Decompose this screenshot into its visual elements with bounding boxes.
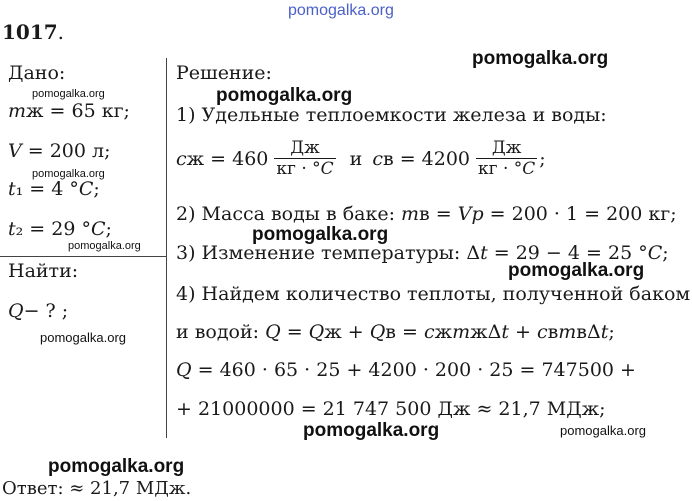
given-mass-iron: 𝑚ж = 65 кг; bbox=[8, 100, 130, 122]
solution-step-2: 2) Масса воды в баке: 𝑚в = 𝑉𝑝 = 200 · 1 = 200 кг; bbox=[176, 203, 677, 225]
given-t1: 𝑡₁ = 4 °𝐶; bbox=[8, 178, 100, 200]
watermark-top: pomogalka.org bbox=[288, 2, 394, 19]
c-water-unit-den: кг · °𝐶 bbox=[478, 159, 536, 179]
specific-heat-line bbox=[176, 138, 546, 179]
watermark-bottom-mid: pomogalka.org bbox=[303, 420, 440, 441]
watermark-bottom-left: pomogalka.org bbox=[48, 456, 185, 477]
watermark-given-2: pomogalka.org bbox=[32, 168, 105, 180]
watermark-solution-1: pomogalka.org bbox=[216, 85, 353, 106]
problem-number-line bbox=[2, 20, 64, 44]
solution-calc-1: 𝑄 = 460 · 65 · 25 + 4200 · 200 · 25 = 747500 + bbox=[176, 359, 636, 381]
solution-step-1: 1) Удельные теплоемкости железа и воды: bbox=[176, 104, 607, 126]
given-find-divider bbox=[0, 256, 166, 257]
solution-step-4b: и водой: 𝑄 = 𝑄ж + 𝑄в = 𝑐ж𝑚жΔ𝑡 + 𝑐в𝑚вΔ𝑡; bbox=[176, 321, 615, 343]
problem-number-dot: . bbox=[57, 20, 65, 44]
given-volume: 𝑉 = 200 л; bbox=[8, 140, 111, 162]
solution-step-4a: 4) Найдем количество теплоты, полученной баком bbox=[176, 283, 691, 305]
watermark-bottom-right: pomogalka.org bbox=[560, 423, 646, 438]
vertical-divider bbox=[166, 58, 167, 438]
c-iron-unit-den: кг · °𝐶 bbox=[276, 159, 334, 179]
watermark-given-1: pomogalka.org bbox=[32, 88, 105, 100]
watermark-right-header: pomogalka.org bbox=[472, 48, 609, 69]
c-water-value: 𝑐в = 4200 bbox=[372, 147, 471, 170]
watermark-given-3: pomogalka.org bbox=[68, 240, 141, 252]
solution-calc-2: + 21000000 = 21 747 500 Дж ≈ 21,7 МДж; bbox=[176, 398, 606, 420]
find-title: Найти: bbox=[8, 260, 79, 282]
and-word: и bbox=[349, 147, 363, 170]
solution-title: Решение: bbox=[176, 62, 272, 84]
watermark-solution-3: pomogalka.org bbox=[508, 260, 645, 281]
c-water-unit bbox=[476, 138, 537, 179]
find-Q: 𝑄− ? ; bbox=[8, 300, 69, 322]
problem-number: 1017 bbox=[2, 20, 58, 44]
given-t2: 𝑡₂ = 29 °𝐶; bbox=[8, 218, 112, 240]
answer-line: Ответ: ≈ 21,7 МДж. bbox=[2, 478, 192, 499]
solution-step-3: 3) Изменение температуры: Δ𝑡 = 29 − 4 = 25 °𝐶; bbox=[176, 242, 669, 264]
c-iron-unit-num: Дж bbox=[290, 138, 320, 158]
watermark-solution-2: pomogalka.org bbox=[252, 224, 389, 245]
given-title: Дано: bbox=[8, 62, 66, 84]
c-iron-unit bbox=[274, 138, 335, 179]
c-iron-value: 𝑐ж = 460 bbox=[176, 147, 269, 170]
c-water-unit-num: Дж bbox=[491, 138, 522, 158]
watermark-find: pomogalka.org bbox=[40, 330, 126, 345]
c-semicolon: ; bbox=[539, 147, 546, 170]
